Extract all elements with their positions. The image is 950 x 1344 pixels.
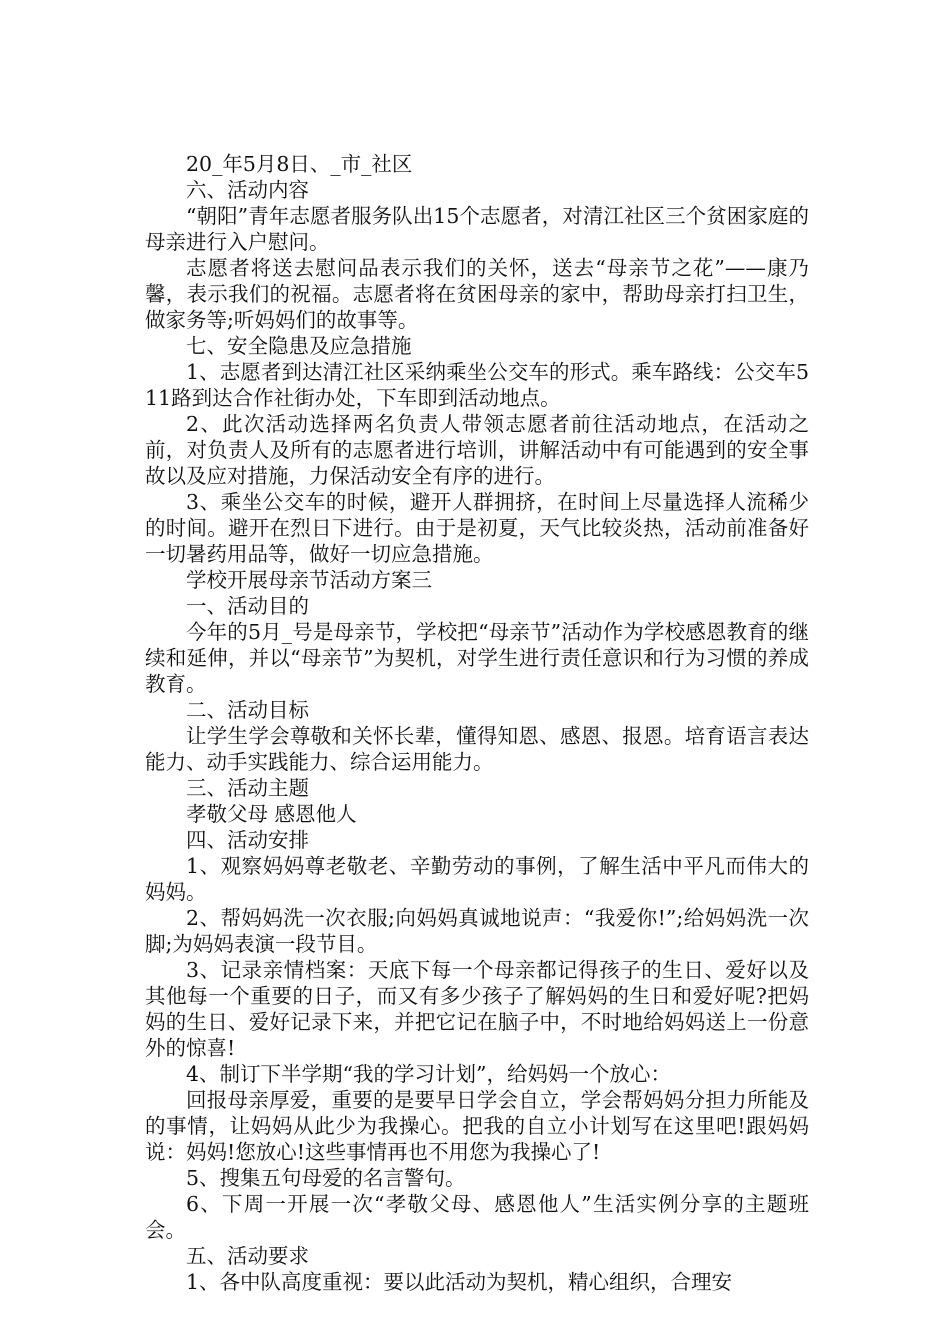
paragraph-arrangement-4: 4、制订下半学期“我的学习计划”，给妈妈一个放心： [186, 1062, 672, 1086]
paragraph-purpose: 今年的5月_号是母亲节，学校把“母亲节”活动作为学校感恩教育的继续和延伸，并以“母亲节”为契机，对学生进行责任意识和行为习惯的养成教育。 [145, 620, 809, 696]
paragraph-goals: 让学生学会尊敬和关怀长辈，懂得知恩、感恩、报恩。培育语言表达能力、动手实践能力、综合运用能力。 [145, 724, 809, 774]
paragraph-requirements-1: 1、各中队高度重视：要以此活动为契机，精心组织，合理安 [186, 1270, 733, 1294]
paragraph-arrangement-2: 2、帮妈妈洗一次衣服;向妈妈真诚地说声：“我爱你!”;给妈妈洗一次脚;为妈妈表演一段节目。 [145, 906, 809, 956]
paragraph-arrangement-5: 5、搜集五句母爱的名言警句。 [186, 1166, 466, 1190]
section-heading-requirements: 五、活动要求 [186, 1244, 309, 1268]
paragraph-theme: 孝敬父母 感恩他人 [186, 802, 357, 826]
section-heading-goals: 二、活动目标 [186, 698, 309, 722]
paragraph-arrangement-1: 1、观察妈妈尊老敬老、辛勤劳动的事例，了解生活中平凡而伟大的妈妈。 [145, 854, 809, 904]
paragraph-safety-1: 1、志愿者到达清江社区采纳乘坐公交车的形式。乘车路线：公交车511路到达合作社街办处，下车即到活动地点。 [145, 360, 809, 410]
paragraph-arrangement-6: 6、下周一开展一次“孝敬父母、感恩他人”生活实例分享的主题班会。 [145, 1192, 809, 1242]
section-heading-arrangement: 四、活动安排 [186, 828, 309, 852]
paragraph-volunteer-team: “朝阳”青年志愿者服务队出15个志愿者，对清江社区三个贫困家庭的母亲进行入户慰问。 [145, 204, 809, 254]
section-heading-activity-content: 六、活动内容 [186, 178, 309, 202]
document-page [145, 151, 809, 1295]
date-location-line: 20_年5月8日、_市_社区 [186, 152, 413, 176]
paragraph-volunteer-gifts: 志愿者将送去慰问品表示我们的关怀，送去“母亲节之花”——康乃馨，表示我们的祝福。志愿者将在贫困母亲的家中，帮助母亲打扫卫生，做家务等;听妈妈们的故事等。 [145, 256, 809, 332]
paragraph-safety-3: 3、乘坐公交车的时候，避开人群拥挤，在时间上尽量选择人流稀少的时间。避开在烈日下进行。由于是初夏，天气比较炎热，活动前准备好一切暑药用品等，做好一切应急措施。 [145, 490, 809, 566]
paragraph-arrangement-4-detail: 回报母亲厚爱，重要的是要早日学会自立，学会帮妈妈分担力所能及的事情，让妈妈从此少为我操心。把我的自立小计划写在这里吧!跟妈妈说：妈妈!您放心!这些事情再也不用您为我操心了! [145, 1088, 809, 1164]
section-heading-safety: 七、安全隐患及应急措施 [186, 334, 412, 358]
section-heading-theme: 三、活动主题 [186, 776, 309, 800]
section-heading-purpose: 一、活动目的 [186, 594, 309, 618]
paragraph-safety-2: 2、此次活动选择两名负责人带领志愿者前往活动地点，在活动之前，对负责人及所有的志愿者进行培训，讲解活动中有可能遇到的安全事故以及应对措施，力保活动安全有序的进行。 [145, 412, 809, 488]
plan-three-title: 学校开展母亲节活动方案三 [186, 568, 432, 592]
paragraph-arrangement-3: 3、记录亲情档案：天底下每一个母亲都记得孩子的生日、爱好以及其他每一个重要的日子，而又有多少孩子了解妈妈的生日和爱好呢?把妈妈的生日、爱好记录下来，并把它记在脑子中，不时地给妈妈送上一份意外的惊喜! [145, 958, 809, 1060]
